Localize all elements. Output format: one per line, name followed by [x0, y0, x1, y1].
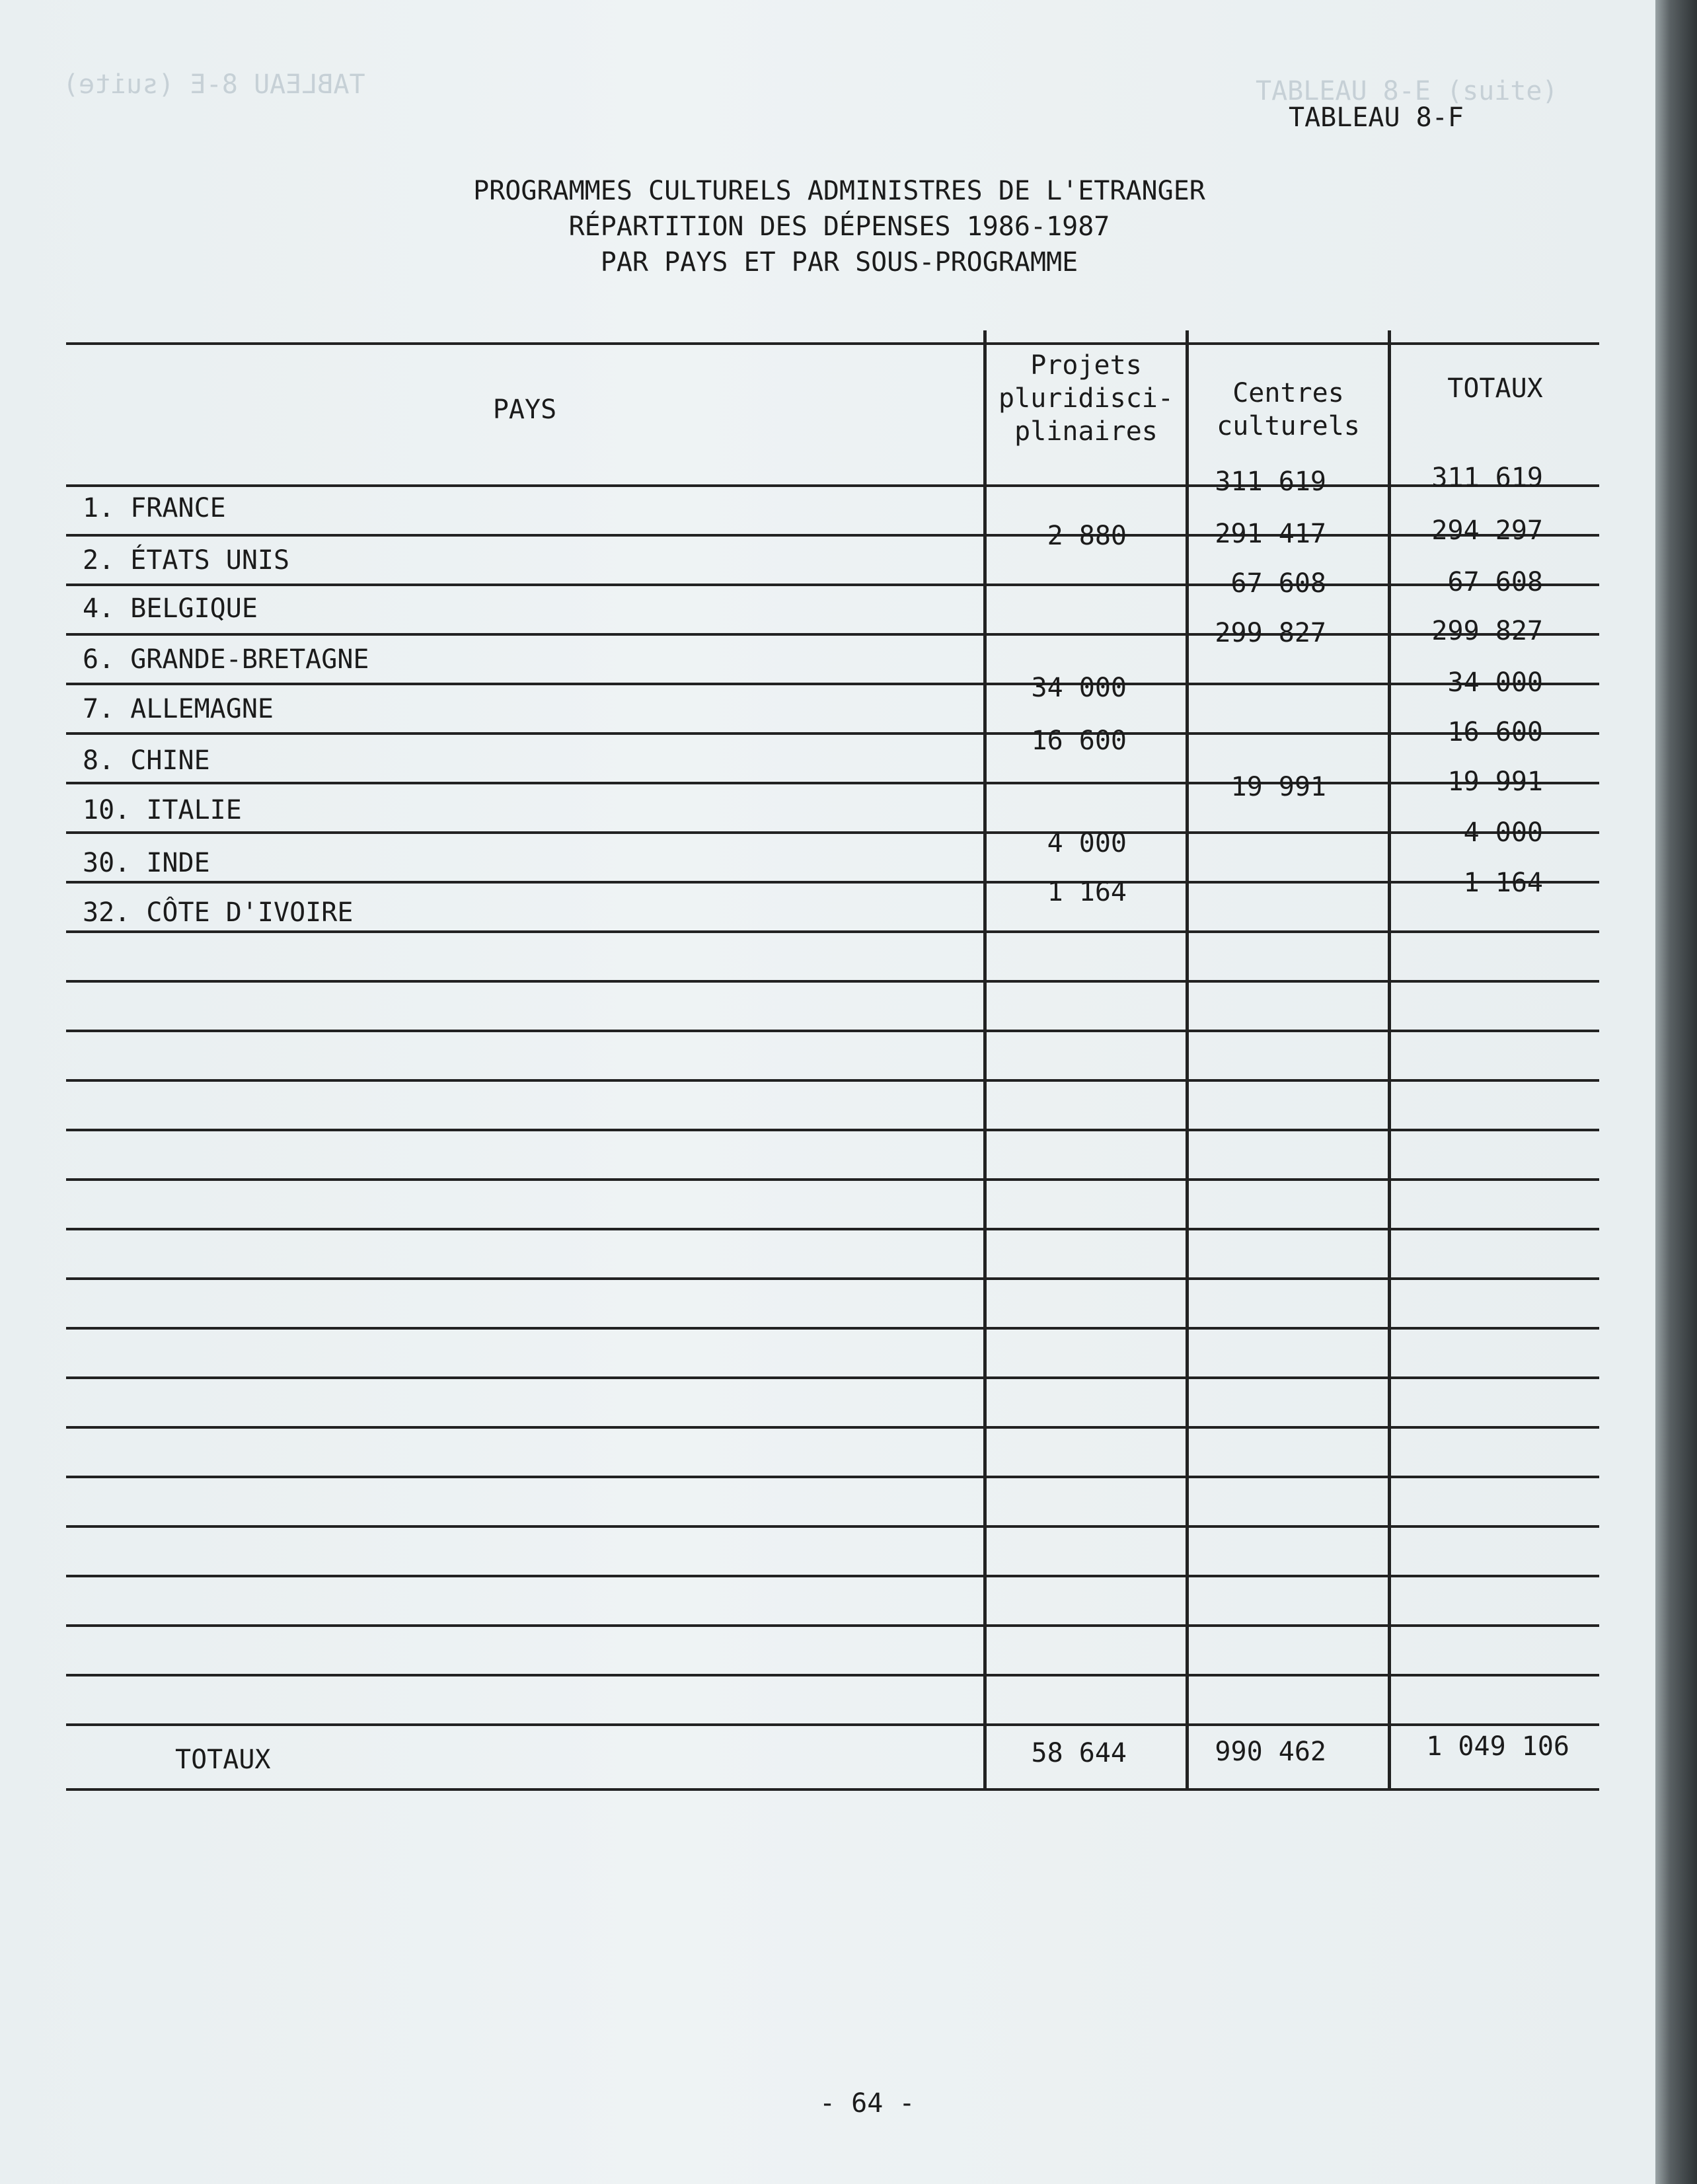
row-rule [66, 732, 1599, 735]
table-top-rule [66, 342, 1599, 345]
header-rule [66, 484, 1599, 487]
column-divider [1186, 330, 1189, 1791]
row-totaux: 311 619 [1431, 463, 1543, 493]
title-line-3: PAR PAYS ET PAR SOUS-PROGRAMME [600, 247, 1078, 278]
header-projets: Projets pluridisci- plinaires [999, 350, 1174, 447]
row-rule [66, 1376, 1599, 1379]
row-projets: 16 600 [1031, 726, 1127, 756]
row-rule [66, 683, 1599, 685]
row-totaux: 1 164 [1463, 868, 1543, 898]
row-centres: 19 991 [1230, 772, 1326, 802]
bleed-through-text: TABLEAU 8-E (suite) [1256, 76, 1558, 106]
page-edge-shadow [1655, 0, 1697, 2184]
row-totaux: 299 827 [1431, 616, 1543, 646]
row-totaux: 4 000 [1463, 817, 1543, 848]
row-rule [66, 1525, 1599, 1528]
totals-totaux: 1 049 106 [1426, 1731, 1569, 1762]
title-line-2: RÉPARTITION DES DÉPENSES 1986-1987 [568, 211, 1110, 242]
title-line-1: PROGRAMMES CULTURELS ADMINISTRES DE L'ETRANGER [473, 176, 1205, 206]
column-divider [983, 330, 987, 1791]
row-centres: 291 417 [1215, 519, 1326, 549]
row-totaux: 67 608 [1447, 567, 1543, 597]
row-centres: 311 619 [1215, 467, 1326, 497]
row-projets: 2 880 [1047, 521, 1127, 551]
row-projets: 1 164 [1047, 877, 1127, 907]
row-centres: 299 827 [1215, 618, 1326, 648]
totals-projets: 58 644 [1031, 1738, 1127, 1768]
row-centres: 67 608 [1230, 568, 1326, 599]
row-rule [66, 980, 1599, 983]
row-rule [66, 1129, 1599, 1131]
header-pays: PAYS [492, 395, 557, 425]
row-rule [66, 1624, 1599, 1627]
row-rule [66, 584, 1599, 586]
row-rule [66, 1575, 1599, 1577]
row-pays: 2. ÉTATS UNIS [83, 545, 290, 576]
row-rule [66, 1476, 1599, 1478]
header-centres: Centres culturels [1217, 378, 1360, 441]
row-pays: 30. INDE [83, 848, 210, 878]
row-pays: 8. CHINE [83, 745, 210, 776]
row-pays: 10. ITALIE [83, 795, 242, 825]
row-rule [66, 1723, 1599, 1726]
totals-label: TOTAUX [175, 1745, 271, 1775]
row-rule [66, 782, 1599, 784]
row-rule [66, 1327, 1599, 1330]
table-title [370, 173, 1308, 280]
row-rule [66, 1674, 1599, 1676]
row-rule [66, 633, 1599, 636]
row-rule [66, 1426, 1599, 1429]
row-rule [66, 1277, 1599, 1280]
row-pays: 6. GRANDE-BRETAGNE [83, 644, 369, 675]
row-rule [66, 1178, 1599, 1181]
row-projets: 4 000 [1047, 828, 1127, 858]
row-pays: 1. FRANCE [83, 493, 226, 523]
row-rule [66, 930, 1599, 933]
row-projets: 34 000 [1031, 673, 1127, 703]
row-rule [66, 534, 1599, 537]
column-divider [1388, 330, 1391, 1791]
row-totaux: 19 991 [1447, 767, 1543, 797]
table-bottom-rule [66, 1788, 1599, 1791]
row-rule [66, 831, 1599, 834]
row-totaux: 34 000 [1447, 667, 1543, 698]
header-totaux: TOTAUX [1447, 373, 1543, 404]
row-pays: 32. CÔTE D'IVOIRE [83, 897, 354, 928]
row-rule [66, 1228, 1599, 1230]
row-pays: 4. BELGIQUE [83, 593, 258, 624]
row-totaux: 16 600 [1447, 717, 1543, 747]
row-rule [66, 1079, 1599, 1082]
table-label: TABLEAU 8-F [1289, 102, 1464, 133]
totals-centres: 990 462 [1215, 1737, 1326, 1767]
row-pays: 7. ALLEMAGNE [83, 694, 274, 724]
page-number: - 64 - [819, 2088, 915, 2119]
bleed-through-text: TABLEAU 8-E (suite) [63, 69, 365, 100]
row-rule [66, 1030, 1599, 1032]
row-totaux: 294 297 [1431, 515, 1543, 546]
row-rule [66, 881, 1599, 884]
